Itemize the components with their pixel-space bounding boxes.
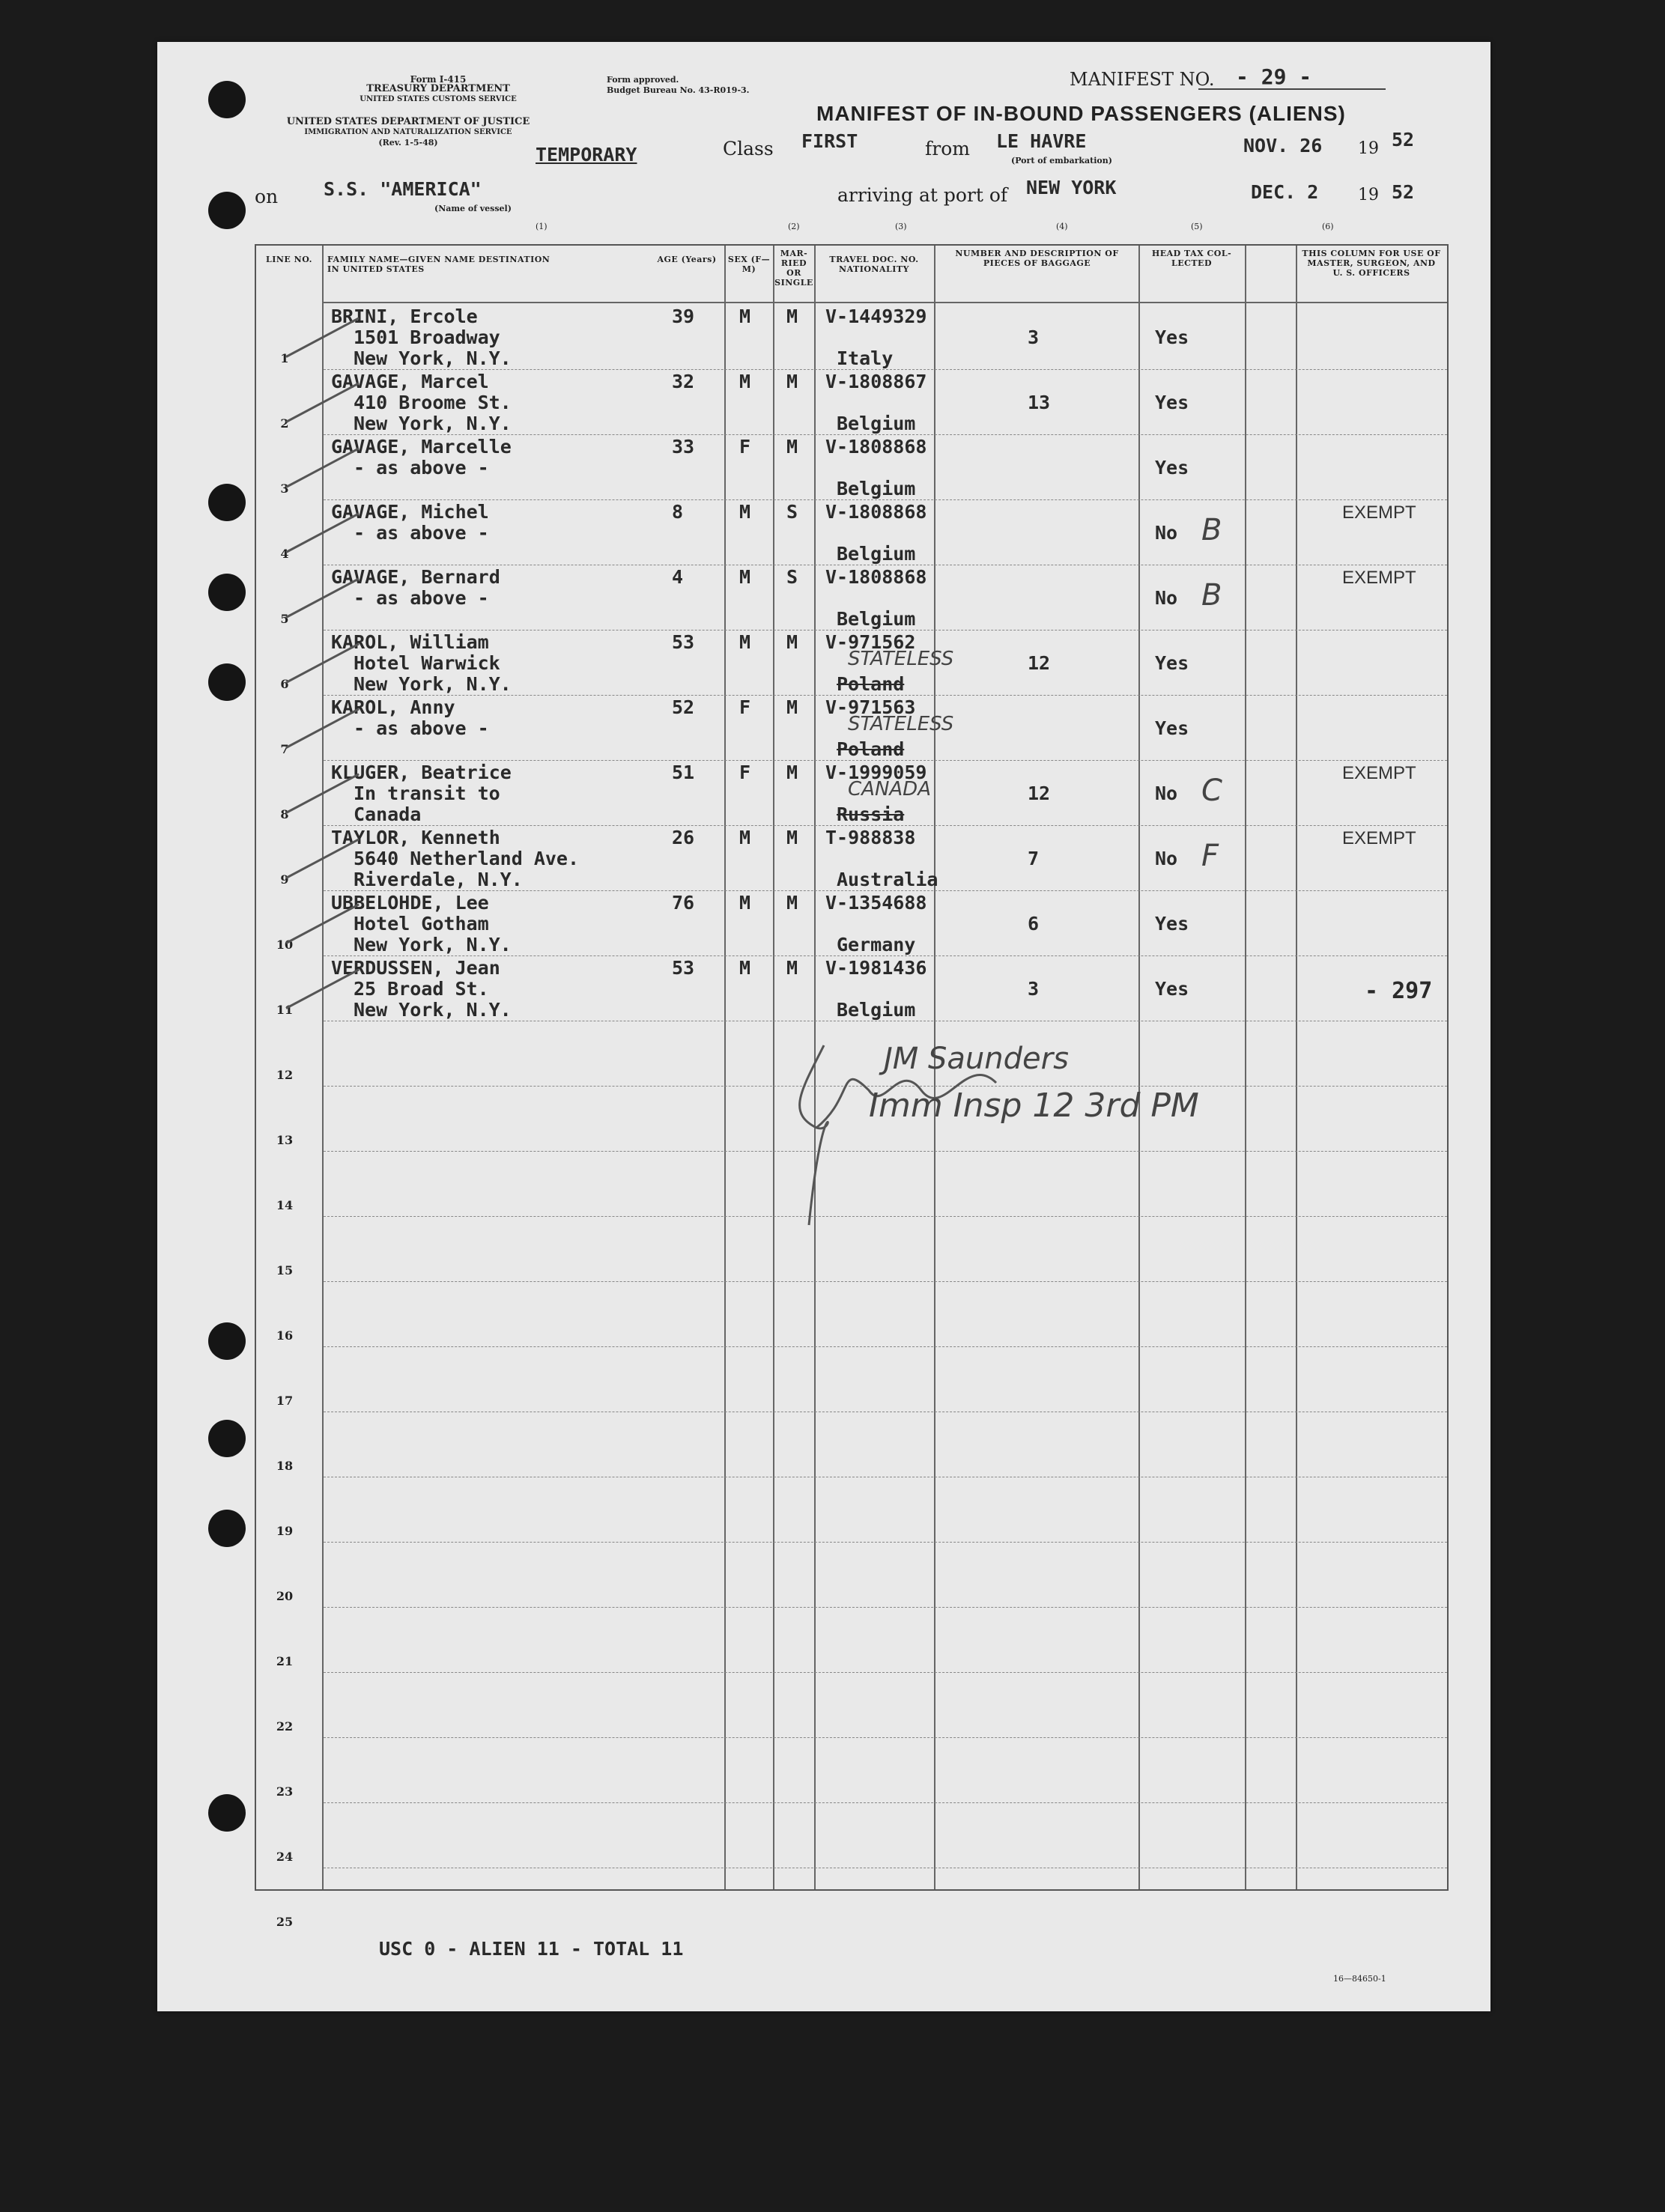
head-tax-note: C (1201, 774, 1222, 808)
travel-doc-number: V-1808867 (825, 371, 927, 392)
travel-doc-number: V-971562 (825, 631, 916, 653)
check-mark (285, 513, 360, 553)
table-row (256, 434, 1447, 499)
passenger-name: KLUGER, Beatrice (331, 762, 512, 783)
departure-year: 52 (1392, 129, 1415, 151)
manifest-page (157, 42, 1490, 2011)
travel-doc-number: V-1808868 (825, 436, 927, 458)
arrival-port: NEW YORK (1026, 177, 1117, 198)
table-row (256, 1281, 1447, 1346)
passenger-sex: M (739, 892, 751, 914)
baggage-count: 12 (1028, 652, 1051, 674)
manifest-no: - 29 - (1236, 64, 1312, 89)
travel-doc-number: V-1449329 (825, 306, 927, 327)
line-number: 14 (276, 1198, 294, 1212)
header-line-no: LINE NO. (266, 255, 312, 264)
line-number: 16 (276, 1328, 294, 1343)
passenger-address-1: - as above - (354, 457, 489, 478)
line-number: 6 (280, 677, 289, 691)
punch-hole (208, 1794, 246, 1832)
form-footer-code: 16—84650-1 (1333, 1974, 1386, 1984)
passenger-address-1: - as above - (354, 587, 489, 609)
from-label: from (925, 138, 970, 159)
passenger-sex: F (739, 436, 751, 458)
line-number: 3 (280, 481, 289, 496)
passenger-age: 52 (672, 696, 695, 718)
passenger-address-2: Canada (354, 803, 422, 825)
passenger-marital: M (786, 762, 798, 783)
line-number: 7 (280, 742, 289, 756)
signature-line-1: JM Saunders (884, 1042, 1069, 1076)
baggage-count: 3 (1028, 978, 1040, 1000)
signature-line-2: Imm Insp 12 3rd PM (869, 1087, 1199, 1125)
line-number: 24 (276, 1850, 294, 1864)
check-mark (285, 383, 360, 423)
table-row (256, 1412, 1447, 1477)
class-label: Class (723, 138, 774, 159)
check-mark (285, 708, 360, 749)
line-number: 12 (276, 1068, 294, 1082)
passenger-marital: M (786, 957, 798, 979)
form-revision: (Rev. 1-5-48) (378, 138, 438, 148)
passenger-marital: M (786, 827, 798, 848)
table-row (256, 890, 1447, 955)
line-number: 9 (280, 872, 289, 887)
punch-hole (208, 1510, 246, 1547)
budget-bureau: Budget Bureau No. 43-R019-3. (607, 85, 750, 95)
nationality: Belgium (837, 999, 916, 1021)
line-number: 10 (276, 938, 294, 952)
line-number: 17 (276, 1394, 294, 1408)
dept-justice: UNITED STATES DEPARTMENT OF JUSTICE (286, 116, 530, 127)
passenger-marital: M (786, 892, 798, 914)
head-tax: Yes (1155, 457, 1189, 478)
passenger-name: GAVAGE, Marcelle (331, 436, 512, 458)
passenger-sex: M (739, 631, 751, 653)
passenger-address-1: 25 Broad St. (354, 978, 489, 1000)
vessel-name: S.S. "AMERICA" (324, 178, 482, 200)
inspector-signature (771, 1030, 1236, 1255)
head-tax: Yes (1155, 326, 1189, 348)
passenger-age: 32 (672, 371, 695, 392)
passenger-marital: S (786, 566, 798, 588)
passenger-address-2: New York, N.Y. (354, 347, 512, 369)
head-tax-note: F (1201, 839, 1219, 873)
nationality: Germany (837, 934, 916, 955)
nationality: Australia (837, 869, 938, 890)
arrival-date: DEC. 2 (1251, 181, 1319, 203)
passenger-name: BRINI, Ercole (331, 306, 478, 327)
check-mark (285, 643, 360, 684)
passenger-address-1: In transit to (354, 783, 500, 804)
line-number: 18 (276, 1459, 294, 1473)
passenger-address-2: New York, N.Y. (354, 413, 512, 434)
travel-doc-number: V-971563 (825, 696, 916, 718)
dept-treasury-sub: UNITED STATES CUSTOMS SERVICE (360, 95, 517, 103)
header-sex: SEX (F—M) (727, 255, 771, 274)
travel-doc-number: V-1354688 (825, 892, 927, 914)
table-row (256, 565, 1447, 630)
exempt-stamp: EXEMPT (1342, 568, 1416, 588)
passenger-sex: M (739, 501, 751, 523)
header-age: AGE (Years) (657, 255, 717, 264)
passenger-sex: M (739, 371, 751, 392)
table-row (256, 955, 1447, 1021)
header-baggage: NUMBER AND DESCRIPTION OF PIECES OF BAGGAGE (955, 249, 1119, 268)
header-travel-doc: TRAVEL DOC. NO. NATIONALITY (829, 255, 919, 274)
column-number: (6) (1322, 222, 1334, 231)
embarkation-port: LE HAVRE (996, 130, 1087, 152)
line-number: 19 (276, 1524, 294, 1538)
form-approved: Form approved. (607, 75, 679, 85)
baggage-count: 6 (1028, 913, 1040, 935)
manifest-title: MANIFEST OF IN-BOUND PASSENGERS (ALIENS) (816, 102, 1346, 125)
check-mark (285, 774, 360, 814)
head-tax: Yes (1155, 652, 1189, 674)
passenger-address-2: New York, N.Y. (354, 673, 512, 695)
table-row (256, 1802, 1447, 1868)
totals-footer: USC 0 - ALIEN 11 - TOTAL 11 (379, 1938, 684, 1960)
form-number: Form I-415 (410, 74, 467, 85)
header-name: FAMILY NAME—GIVEN NAME DESTINATION IN UNITED STATES (327, 255, 551, 274)
line-number: 20 (276, 1589, 294, 1603)
line-number: 4 (280, 547, 289, 561)
head-tax: No (1155, 848, 1178, 869)
class-value: FIRST (801, 130, 858, 152)
head-tax: No (1155, 522, 1178, 544)
temporary-label: TEMPORARY (536, 144, 637, 165)
exempt-stamp: EXEMPT (1342, 763, 1416, 783)
passenger-age: 4 (672, 566, 684, 588)
table-row (256, 1868, 1447, 1933)
passenger-name: GAVAGE, Michel (331, 501, 489, 523)
table-row (256, 695, 1447, 760)
table-row (256, 1737, 1447, 1802)
line-number: 8 (280, 807, 289, 821)
baggage-count: 7 (1028, 848, 1040, 869)
passenger-age: 8 (672, 501, 684, 523)
line-number: 23 (276, 1784, 294, 1799)
table-row (256, 1607, 1447, 1672)
passenger-marital: M (786, 436, 798, 458)
check-mark (285, 317, 360, 358)
header-head-tax: HEAD TAX COL- LECTED (1151, 249, 1232, 268)
travel-doc-number: V-1981436 (825, 957, 927, 979)
head-tax: Yes (1155, 392, 1189, 413)
line-number: 15 (276, 1263, 294, 1277)
punch-hole (208, 1420, 246, 1457)
punch-hole (208, 574, 246, 611)
header-officers: THIS COLUMN FOR USE OF MASTER, SURGEON, AND U. S. OFFICERS (1302, 249, 1441, 278)
passenger-address-1: - as above - (354, 717, 489, 739)
passenger-name: GAVAGE, Marcel (331, 371, 489, 392)
table-row (256, 304, 1447, 369)
passenger-age: 33 (672, 436, 695, 458)
vessel-caption: (Name of vessel) (434, 204, 512, 213)
officer-number: - 297 (1365, 978, 1433, 1004)
nationality: Belgium (837, 413, 916, 434)
table-row (256, 369, 1447, 434)
passenger-marital: M (786, 371, 798, 392)
passenger-sex: M (739, 957, 751, 979)
line-number: 22 (276, 1719, 294, 1734)
passenger-marital: M (786, 696, 798, 718)
passenger-sex: M (739, 306, 751, 327)
baggage-count: 12 (1028, 783, 1051, 804)
passenger-sex: M (739, 827, 751, 848)
passenger-sex: F (739, 696, 751, 718)
passenger-address-2: Riverdale, N.Y. (354, 869, 523, 890)
passenger-marital: M (786, 631, 798, 653)
dept-treasury: TREASURY DEPARTMENT (366, 83, 510, 94)
passenger-address-1: 1501 Broadway (354, 326, 500, 348)
passenger-age: 76 (672, 892, 695, 914)
passenger-age: 53 (672, 957, 695, 979)
line-number: 2 (280, 416, 289, 431)
table-row (256, 630, 1447, 695)
nationality-correction: STATELESS (848, 648, 954, 670)
nationality-correction: STATELESS (848, 713, 954, 735)
nationality: Belgium (837, 608, 916, 630)
passenger-marital: S (786, 501, 798, 523)
check-mark (285, 578, 360, 619)
nationality: Belgium (837, 543, 916, 565)
passenger-address-1: Hotel Warwick (354, 652, 500, 674)
head-tax: No (1155, 587, 1178, 609)
passenger-name: KAROL, Anny (331, 696, 455, 718)
line-number: 1 (280, 351, 289, 365)
nationality: Italy (837, 347, 894, 369)
check-mark (285, 839, 360, 879)
travel-doc-number: V-1999059 (825, 762, 927, 783)
travel-doc-number: T-988838 (825, 827, 916, 848)
passenger-marital: M (786, 306, 798, 327)
passenger-age: 53 (672, 631, 695, 653)
line-number: 5 (280, 612, 289, 626)
arrival-century: 19 (1358, 186, 1379, 204)
passenger-address-1: 410 Broome St. (354, 392, 512, 413)
head-tax: Yes (1155, 717, 1189, 739)
passenger-sex: F (739, 762, 751, 783)
table-row (256, 1672, 1447, 1737)
manifest-no-underline (1198, 88, 1386, 90)
check-mark (285, 904, 360, 944)
travel-doc-number: V-1808868 (825, 566, 927, 588)
passenger-name: GAVAGE, Bernard (331, 566, 500, 588)
head-tax-note: B (1201, 578, 1222, 613)
passenger-address-1: Hotel Gotham (354, 913, 489, 935)
nationality: Russia (837, 803, 905, 825)
column-number: (5) (1191, 222, 1203, 231)
punch-hole (208, 1322, 246, 1360)
passenger-name: VERDUSSEN, Jean (331, 957, 500, 979)
column-number: (4) (1056, 222, 1068, 231)
table-row (256, 1542, 1447, 1607)
dept-justice-sub: IMMIGRATION AND NATURALIZATION SERVICE (304, 128, 512, 136)
line-number: 21 (276, 1654, 294, 1668)
table-row (256, 1346, 1447, 1412)
departure-date: NOV. 26 (1243, 135, 1323, 157)
head-tax: No (1155, 783, 1178, 804)
column-number: (3) (895, 222, 907, 231)
check-mark (285, 448, 360, 488)
nationality: Poland (837, 738, 905, 760)
exempt-stamp: EXEMPT (1342, 828, 1416, 848)
travel-doc-number: V-1808868 (825, 501, 927, 523)
table-row (256, 825, 1447, 890)
table-row (256, 499, 1447, 565)
departure-century: 19 (1358, 139, 1379, 158)
passenger-age: 51 (672, 762, 695, 783)
manifest-no-label: MANIFEST NO. (1070, 69, 1215, 90)
line-number: 25 (276, 1915, 294, 1929)
punch-hole (208, 81, 246, 118)
embarkation-caption: (Port of embarkation) (1011, 156, 1112, 165)
head-tax: Yes (1155, 913, 1189, 935)
passenger-sex: M (739, 566, 751, 588)
line-number: 13 (276, 1133, 294, 1147)
passenger-address-1: - as above - (354, 522, 489, 544)
exempt-stamp: EXEMPT (1342, 502, 1416, 523)
passenger-age: 39 (672, 306, 695, 327)
check-mark (285, 969, 360, 1009)
passenger-address-2: New York, N.Y. (354, 999, 512, 1021)
nationality: Poland (837, 673, 905, 695)
passenger-address-1: 5640 Netherland Ave. (354, 848, 580, 869)
line-number: 11 (276, 1003, 294, 1017)
passenger-name: UBBELOHDE, Lee (331, 892, 489, 914)
table-row (256, 1477, 1447, 1542)
on-label: on (255, 186, 279, 207)
passenger-age: 26 (672, 827, 695, 848)
punch-hole (208, 484, 246, 521)
nationality-correction: CANADA (848, 778, 931, 800)
arriving-label: arriving at port of (837, 184, 1008, 206)
column-number: (1) (536, 222, 548, 231)
head-tax-note: B (1201, 513, 1222, 547)
passenger-address-2: New York, N.Y. (354, 934, 512, 955)
punch-hole (208, 663, 246, 701)
passenger-name: KAROL, William (331, 631, 489, 653)
table-row (256, 760, 1447, 825)
arrival-year: 52 (1392, 181, 1415, 203)
nationality: Belgium (837, 478, 916, 499)
baggage-count: 3 (1028, 326, 1040, 348)
punch-hole (208, 192, 246, 229)
header-married: MAR- RIED OR SINGLE (774, 249, 813, 288)
baggage-count: 13 (1028, 392, 1051, 413)
passenger-name: TAYLOR, Kenneth (331, 827, 500, 848)
column-number: (2) (788, 222, 800, 231)
head-tax: Yes (1155, 978, 1189, 1000)
